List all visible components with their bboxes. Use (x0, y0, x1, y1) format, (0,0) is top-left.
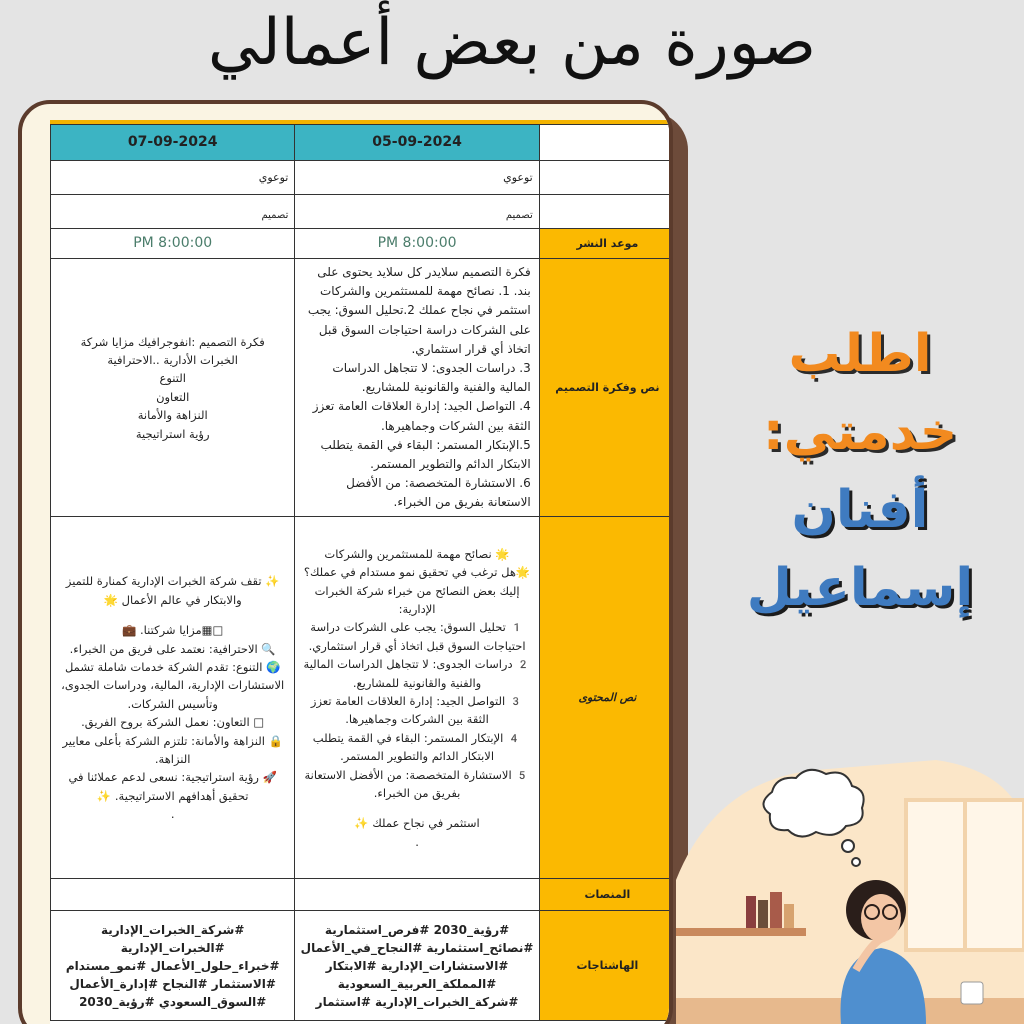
hashtag-line: #الاستشارات_الإدارية #الابتكار (325, 958, 509, 973)
design-line: فكرة التصميم :انفوجرافيك مزايا شركة (80, 334, 265, 349)
label-design-text: نص وفكرة التصميم (539, 259, 673, 517)
design-line: 3. دراسات الجدوى: لا تتجاهل الدراسات المالية والفنية والقانونية للمشاريع. (332, 360, 531, 395)
content-line: استثمر في نجاح عملك ✨ (354, 816, 480, 831)
publish-time-2: PM 8:00:00 (295, 229, 539, 259)
type-cell-2: توعوي (295, 161, 539, 195)
hashtag-line: #السوق_السعودي #رؤية_2030 (79, 994, 267, 1009)
platforms-cell-1 (51, 879, 295, 911)
design-line: التنوع (159, 371, 186, 386)
design-type-cell-1: تصميم (51, 195, 295, 229)
design-line: فكرة التصميم سلايدر كل سلايد يحتوى على بند. 1. نصائح مهمة للمستثمرين والشركات (317, 265, 531, 299)
content-line: . (415, 834, 419, 849)
cta-line-1: اطلب خدمتي: (762, 324, 958, 462)
content-line: 3️ التواصل الجيد: إدارة العلاقات العامة تعزز الثقة بين الشركات وجماهيرها. (310, 693, 524, 727)
label-content-text: نص المحتوى (539, 517, 673, 879)
design-line: النزاهة والأمانة (137, 408, 208, 423)
content-line: 5️ الاستشارة المتخصصة: من الأفضل الاستعانة بفريق من الخبراء. (304, 767, 530, 800)
type-cell-1: توعوي (51, 161, 295, 195)
hashtag-line: #الاستثمار #النجاح #إدارة_الأعمال (69, 976, 276, 991)
content-text-cell-2 (295, 517, 539, 879)
design-text-cell-2 (295, 259, 539, 517)
corner-cell (539, 125, 673, 161)
content-line: 🌍 التنوع: تقدم الشركة خدمات شاملة تشمل الاستشارات الإدارية، المالية، ودراسات الجدوى، وتأسيس الشركات. (61, 659, 285, 711)
platforms-cell-2 (295, 879, 539, 911)
content-line: 🌟 نصائح مهمة للمستثمرين والشركات (324, 546, 510, 561)
design-type-cell-2: تصميم (295, 195, 539, 229)
hashtags-cell-2 (295, 911, 539, 1021)
content-line: 2️ دراسات الجدوى: لا تتجاهل الدراسات المالية والفنية والقانونية للمشاريع. (303, 657, 531, 690)
label-platforms: المنصات (539, 879, 673, 911)
content-line: 4️ الإبتكار المستمر: البقاء في القمة يتطلب الابتكار الدائم والتطوير المستمر. (312, 730, 522, 764)
content-line (303, 802, 530, 814)
hashtags-cell-1 (51, 911, 295, 1021)
content-line: . (170, 807, 175, 822)
call-to-action (720, 315, 1000, 627)
content-line: ✨ تقف شركة الخبرات الإدارية كمنارة للتميز والابتكار في عالم الأعمال 🌟 (65, 574, 280, 607)
design-text-cell-1 (51, 259, 295, 517)
content-line: 1️ تحليل السوق: يجب على الشركات دراسة احتياجات السوق قبل اتخاذ أي قرار استثماري. (308, 620, 526, 653)
content-line: 🚀 رؤية استراتيجية: نسعى لدعم عملائنا في تحقيق أهدافهم الاستراتيجية. ✨ (68, 770, 277, 803)
hashtag-line: #رؤية_2030 #فرص_استثمارية (324, 922, 510, 937)
content-line: 🔍 الاحترافية: نعتمد على فريق من الخبراء. (69, 641, 276, 656)
content-line: 🔒 النزاهة والأمانة: تلتزم الشركة بأعلى معايير النزاهة. (62, 733, 283, 766)
publish-time-1: PM 8:00:00 (51, 229, 295, 259)
design-line: الخبرات الأدارية ..الاحترافية (107, 352, 238, 367)
hashtag-line: #نصائح_استثمارية #النجاح_في_الأعمال (300, 940, 534, 955)
headline: صورة من بعض أعمالي (207, 6, 817, 80)
content-line (59, 609, 286, 621)
label-hashtags: الهاشتاجات (539, 911, 673, 1021)
content-line: □ التعاون: نعمل الشركة بروح الفريق. (81, 715, 265, 730)
content-text-cell-1 (51, 517, 295, 879)
date-header-1: 07-09-2024 (51, 125, 295, 161)
content-line: 🌟هل ترغب في تحقيق نمو مستدام في عملك؟ إليك بعض النصائح من خبراء شركة الخبرات الإدارية: (303, 565, 531, 616)
hashtag-line: #المملكة_العربية_السعودية (337, 976, 497, 991)
cta-line-2: أفنان إسماعيل (746, 480, 974, 618)
design-line: التعاون (156, 389, 190, 404)
design-type-label-cell (539, 195, 673, 229)
hashtag-line: #خبراء_حلول_الأعمال #نمو_مستدام (65, 958, 280, 973)
woman-thinking-illustration (676, 760, 1024, 1024)
design-line: 6. الاستشارة المتخصصة: من الأفضل الاستعانة بفريق من الخبراء. (346, 476, 531, 510)
content-line: □▦مزايا شركتنا. 💼 (122, 623, 224, 638)
content-plan-table (50, 120, 673, 1024)
notebook (18, 100, 673, 1024)
hashtag-line: #شركة_الخبرات_الإدارية #الخبرات_الإدارية (100, 922, 245, 955)
design-line: رؤية استراتيجية (135, 426, 210, 441)
design-line: 4. التواصل الجيد: إدارة العلاقات العامة تعزز الثقة بين الشركات وجماهيرها. (312, 399, 531, 433)
design-line: استثمر في نجاح عملك 2.تحليل السوق: يجب على الشركات دراسة احتياجات السوق قبل اتخاذ أي قرار استثماري. (307, 303, 531, 356)
label-publish-time: موعد النشر (539, 229, 673, 259)
type-label-cell (539, 161, 673, 195)
hashtag-line: #شركة_الخبرات_الإدارية #استثمار (315, 994, 519, 1009)
date-header-2: 05-09-2024 (295, 125, 539, 161)
design-line: 5.الإبتكار المستمر: البقاء في القمة يتطلب الابتكار الدائم والتطوير المستمر. (320, 437, 531, 471)
